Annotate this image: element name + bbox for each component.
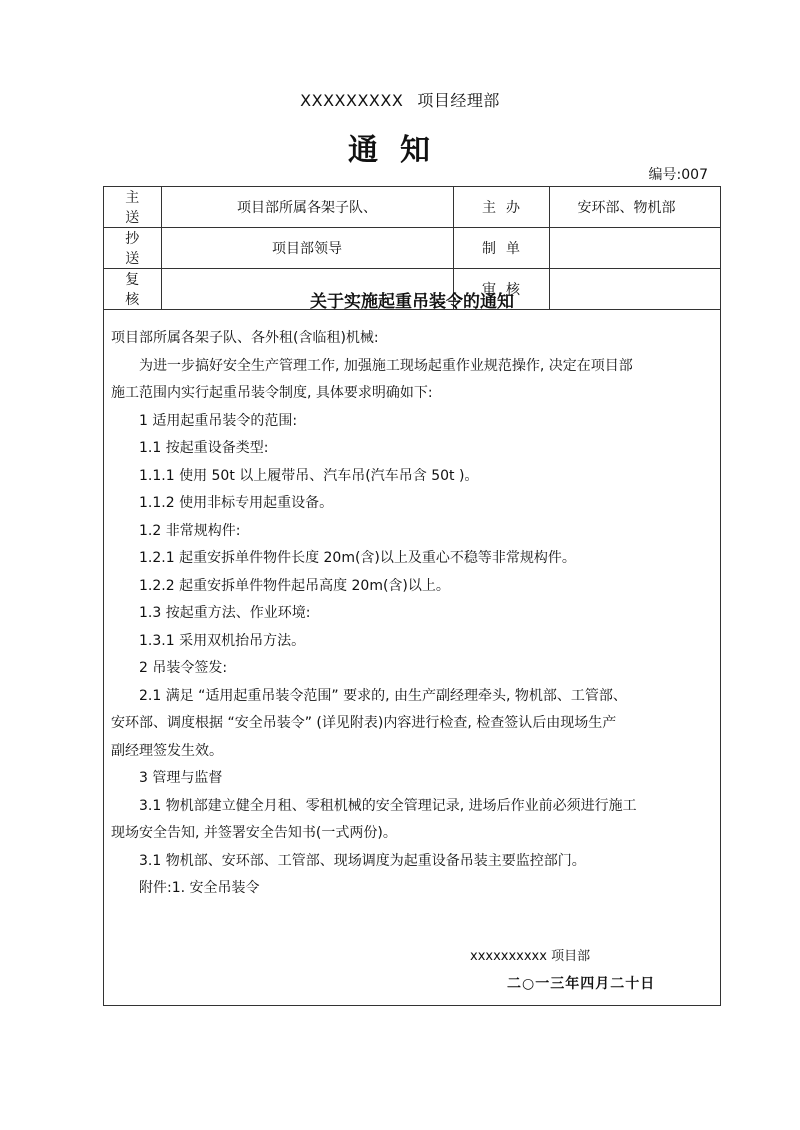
value-cc: 项目部领导	[161, 228, 453, 269]
organization-name: XXXXXXXXX	[300, 91, 404, 110]
paragraph-list	[111, 353, 711, 903]
paragraph-line: 为进一步搞好安全生产管理工作, 加强施工现场起重作业规范操作, 决定在项目部	[139, 357, 633, 374]
paragraph-line: 1.1.2 使用非标专用起重设备。	[139, 495, 334, 511]
page-title: 通知	[348, 133, 452, 168]
paragraph-line: 3.1 物机部、安环部、工管部、现场调度为起重设备吊装主要监控部门。	[139, 852, 586, 869]
signing-date: 二○一三年四月二十日	[507, 976, 656, 992]
paragraph-line: 1.1 按起重设备类型:	[139, 440, 269, 456]
value-organizer: 安环部、物机部	[549, 187, 720, 228]
paragraph-line: 1.2.1 起重安拆单件物件长度 20m(含)以上及重心不稳等非常规构件。	[139, 550, 576, 566]
paragraph-line: 1.2 非常规构件:	[139, 522, 241, 539]
table-row	[104, 228, 720, 269]
paragraph-line: 1 适用起重吊装令的范围:	[139, 412, 298, 429]
value-prepared-by	[549, 228, 720, 269]
paragraph-line: 1.3.1 采用双机抬吊方法。	[139, 632, 306, 649]
table-row	[104, 187, 720, 228]
notice-title: 关于实施起重吊装令的通知	[310, 292, 514, 312]
label-approver: 审核	[453, 269, 549, 310]
label-prepared-by: 制单	[453, 228, 549, 269]
label-cc: 抄送	[104, 228, 161, 269]
document-header	[0, 88, 800, 111]
notice-frame	[103, 186, 721, 1006]
document-number: 编号:007	[648, 167, 708, 183]
paragraph-line: 施工范围内实行起重吊装令制度, 具体要求明确如下:	[111, 385, 433, 401]
label-organizer: 主办	[453, 187, 549, 228]
label-reviewer: 复核	[104, 269, 161, 310]
paragraph-line: 副经理签发生效。	[111, 742, 223, 759]
paragraph-line: 1.2.2 起重安拆单件物件起吊高度 20m(含)以上。	[139, 577, 450, 594]
paragraph-line: 现场安全告知, 并签署安全告知书(一式两份)。	[111, 825, 397, 841]
paragraph-line: 1.1.1 使用 50t 以上履带吊、汽车吊(汽车吊含 50t )。	[139, 467, 479, 484]
value-primary-recipient: 项目部所属各架子队、	[161, 187, 453, 228]
addressee-line: 项目部所属各架子队、各外租(含临租)机械:	[111, 330, 379, 346]
notice-body	[111, 325, 711, 903]
paragraph-line: 附件:1. 安全吊装令	[139, 880, 260, 896]
paragraph-line: 3 管理与监督	[139, 770, 223, 786]
label-primary-recipient: 主送	[104, 187, 161, 228]
paragraph-line: 3.1 物机部建立健全月租、零租机械的安全管理记录, 进场后作业前必须进行施工	[139, 797, 637, 814]
department-name: 项目经理部	[417, 91, 500, 110]
signing-organization: xxxxxxxxxx 项目部	[470, 949, 591, 964]
paragraph-line: 2 吊装令签发:	[139, 660, 228, 676]
paragraph-line: 1.3 按起重方法、作业环境:	[139, 605, 311, 621]
paragraph-line: 2.1 满足 “适用起重吊装令范围” 要求的, 由生产副经理牵头, 物机部、工管部、	[139, 687, 627, 704]
paragraph-line: 安环部、调度根据 “安全吊装令” (详见附表)内容进行检查, 检查签认后由现场生产	[111, 715, 617, 731]
